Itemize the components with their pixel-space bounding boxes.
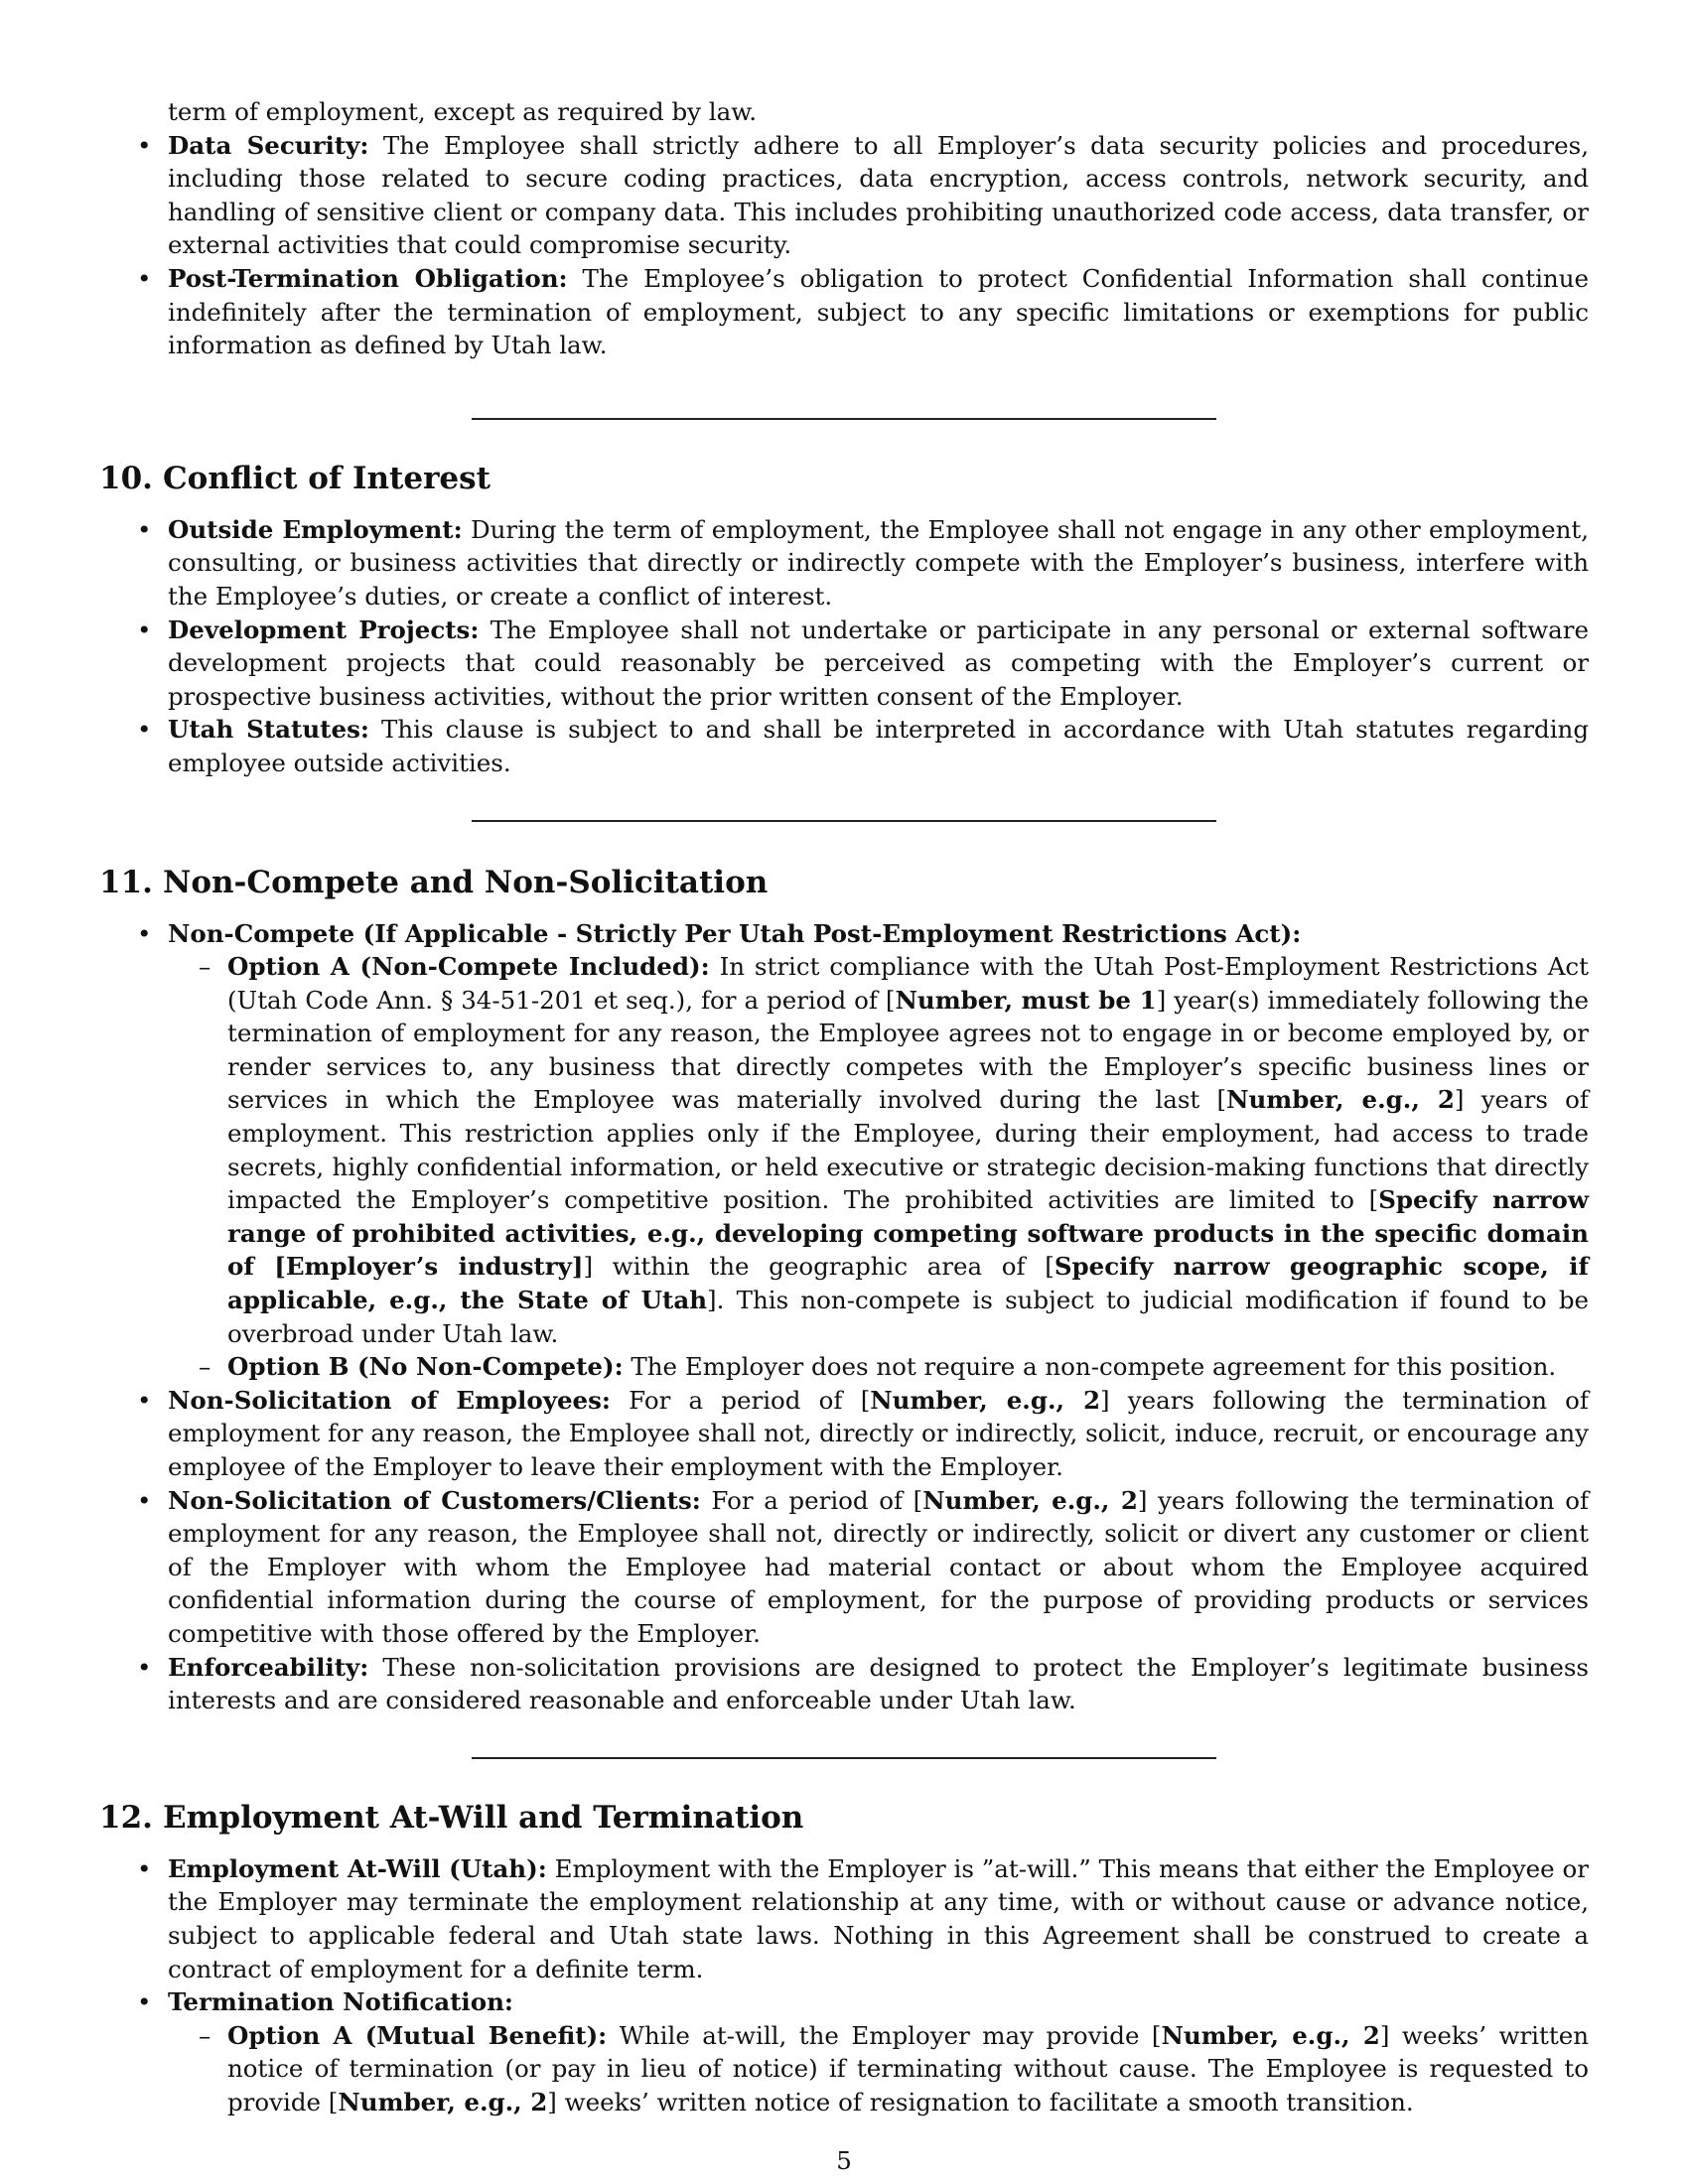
item-text: ]. This non-compete is subject to judicial modification if found to be overbroad under Utah law. [227,1286,1590,1348]
section-divider [472,820,1216,822]
list-item-outside-employment [99,513,1589,614]
item-label: Development Projects: [168,614,480,644]
section-12-heading [99,1799,1589,1837]
item-label: Employment At-Will (Utah): [168,1853,547,1883]
item-label: Option A (Mutual Benefit): [227,2020,608,2050]
page-number: 5 [836,2146,852,2175]
list-item-utah-statutes [99,713,1589,779]
item-text: While at-will, the Employer may provide [ [607,2020,1162,2050]
item-text: This clause is subject to and shall be interpreted in accordance with Utah statutes regarding employee outside activities. [168,715,1590,777]
item-text: These non-solicitation provisions are designed to protect the Employer’s legitimate business interests and are considered reasonable and enforceable under Utah law. [168,1652,1589,1715]
item-label: Non-Solicitation of Customers/Clients: [168,1485,701,1515]
section-10-heading [99,460,1589,497]
item-text: ] years following the termination of employment for any reason, the Employee shall not, directly or indirectly, solicit, induce, recruit, or encourage any employee of the Employer to leave their employment with the Employer. [168,1385,1589,1481]
item-label: Utah Statutes: [168,715,369,745]
section-title: Conflict of Interest [163,460,491,496]
item-label: Option A (Non-Compete Included): [227,952,710,982]
placeholder-field: Specify narrow geographic scope, if applicable, e.g., the State of Utah [227,1252,1589,1315]
sub-item-option-b [99,1350,1589,1384]
section-number: 12. [99,1799,153,1836]
item-label: Option B (No Non-Compete): [227,1352,624,1382]
placeholder-field: Specify narrow range of prohibited activities, e.g., developing competing software products in the specific domain of [Employer’s industry] [227,1185,1589,1282]
item-label: Post-Termination Obligation: [168,263,568,293]
section-title: Non-Compete and Non-Solicitation [163,864,769,900]
page-content [99,95,1589,2119]
section-11-heading [99,864,1589,901]
section-title: Employment At-Will and Termination [163,1799,804,1836]
section-number: 11. [99,864,153,900]
item-label: Data Security: [168,130,369,160]
item-text: In strict compliance with the Utah Post-Employment Restrictions Act (Utah Code Ann. § 34-51-201 et seq.), for a period of [ [227,952,1589,1015]
placeholder-field: Number, e.g., 2 [1226,1085,1455,1115]
item-text: ] weeks’ written notice of termination (or pay in lieu of notice) if terminating without cause. The Employee is requested to provide [ [227,2020,1589,2116]
sub-item-option-a [99,950,1589,1350]
list-item-non-solicitation-employees [99,1384,1589,1484]
list-item-development-projects [99,614,1589,714]
continued-text: term of employment, except as required by law. [168,97,758,126]
section-10-list [99,513,1589,780]
item-text: During the term of employment, the Employee shall not engage in any other employment, consulting, or business activities that directly or indirectly compete with the Employer’s business, interfere with the Employee’s duties, or create a conflict of interest. [168,514,1589,611]
list-item-data-security [99,129,1589,262]
item-text: The Employee’s obligation to protect Confidential Information shall continue indefinitely after the termination of employment, subject to any specific limitations or exemptions for public information as defined by Utah law. [168,263,1589,360]
item-text: ] within the geographic area of [ [583,1252,1055,1282]
item-text: The Employer does not require a non-compete agreement for this position. [623,1352,1557,1382]
placeholder-field: Number, e.g., 2 [870,1385,1101,1415]
item-label: Non-Compete (If Applicable - Strictly Per Utah Post-Employment Restrictions Act): [168,918,1302,948]
section-number: 10. [99,460,153,496]
item-label: Termination Notification: [168,1987,513,2017]
item-text: For a period of [ [610,1385,871,1415]
item-label: Non-Solicitation of Employees: [168,1385,611,1415]
section-divider [472,1757,1216,1759]
placeholder-field: Number, e.g., 2 [338,2087,548,2116]
item-text: ] weeks’ written notice of resignation to facilitate a smooth transition. [547,2087,1414,2116]
list-item-at-will [99,1852,1589,1985]
section-divider [472,418,1216,420]
section-9-list [99,129,1589,362]
item-text: The Employee shall strictly adhere to all Employer’s data security policies and procedures, including those related to secure coding practices, data encryption, access controls, network security, and handling of sensitive client or company data. This includes prohibiting unauthorized code access, data transfer, or external activities that could compromise security. [168,130,1589,260]
section-11-list [99,917,1589,1717]
sub-item-option-a-mutual [99,2019,1589,2119]
item-label: Enforceability: [168,1652,369,1682]
list-item-non-solicitation-customers [99,1484,1589,1651]
list-item-enforceability [99,1651,1589,1717]
list-item-termination-notification [99,1985,1589,2019]
list-item-post-termination [99,262,1589,362]
item-text: ] years of employment. This restriction applies only if the Employee, during their employment, had access to trade secrets, highly confidential information, or held executive or strategic decision-making functions that directly impacted the Employer’s competitive position. The prohibited activities are limited to [ [227,1085,1589,1215]
placeholder-field: Number, e.g., 2 [922,1485,1138,1515]
item-text: ] year(s) immediately following the termination of employment for any reason, the Employee agrees not to engage in or become employed by, or render services to, any business that directly competes with the Employer’s specific business lines or services in which the Employee was materially involved during the last [ [227,985,1589,1115]
item-text: Employment with the Employer is ”at-will.” This means that either the Employee or the Employer may terminate the employment relationship at any time, with or without cause or advance notice, subject to applicable federal and Utah state laws. Nothing in this Agreement shall be construed to create a contract of employment for a definite term. [168,1853,1589,1983]
placeholder-field: Number, e.g., 2 [1161,2020,1380,2050]
placeholder-field: Number, must be 1 [895,985,1157,1015]
list-item-non-compete [99,917,1589,951]
item-text: For a period of [ [700,1485,923,1515]
section-12-list [99,1852,1589,2119]
item-text: The Employee shall not undertake or participate in any personal or external software development projects that could reasonably be perceived as competing with the Employer’s current or prospective business activities, without the prior written consent of the Employer. [168,614,1589,711]
continued-paragraph [99,95,1589,129]
item-label: Outside Employment: [168,514,463,544]
item-text: ] years following the termination of employment for any reason, the Employee shall not, directly or indirectly, solicit or divert any customer or client of the Employer with whom the Employee had material contact or about whom the Employee acquired confidential information during the course of employment, for the purpose of providing products or services competitive with those offered by the Employer. [168,1485,1590,1648]
